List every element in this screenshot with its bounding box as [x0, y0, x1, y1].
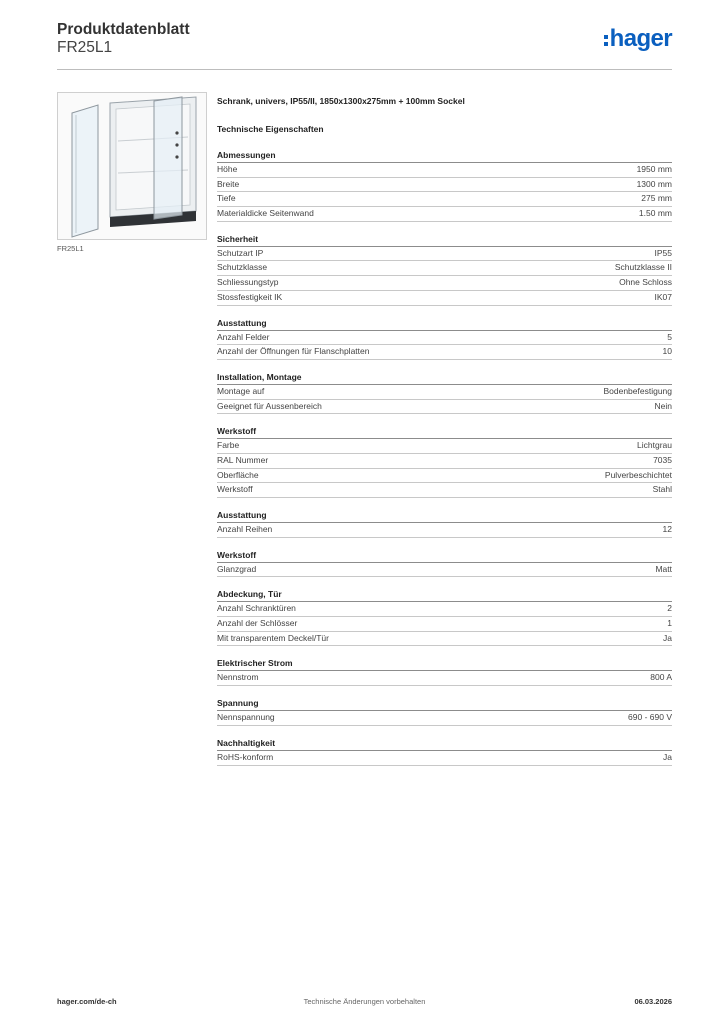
product-details	[217, 96, 672, 766]
spec-label: Anzahl der Öffnungen für Flanschplatten	[217, 346, 370, 357]
spec-value: 1	[667, 618, 672, 629]
spec-value: 800 A	[650, 672, 672, 683]
spec-section	[217, 150, 672, 234]
section-title: Installation, Montage	[217, 372, 672, 385]
spec-row	[217, 439, 672, 454]
product-image	[57, 92, 207, 240]
spec-label: Schutzart IP	[217, 247, 264, 258]
spec-row	[217, 247, 672, 262]
spec-section	[217, 589, 672, 658]
spec-row	[217, 632, 672, 647]
footer-disclaimer: Technische Änderungen vorbehalten	[303, 997, 426, 1006]
spec-label: RoHS-konform	[217, 751, 274, 762]
spec-row	[217, 617, 672, 632]
spec-value: IP55	[654, 247, 672, 258]
spec-label: Tiefe	[217, 193, 236, 204]
spec-label: Stossfestigkeit IK	[217, 291, 283, 302]
spec-label: Schutzklasse	[217, 262, 268, 273]
spec-row	[217, 602, 672, 617]
spec-label: Schliessungstyp	[217, 277, 279, 288]
spec-row	[217, 483, 672, 498]
spec-row	[217, 400, 672, 415]
section-title: Spannung	[217, 698, 672, 711]
spec-section	[217, 738, 672, 766]
spec-section	[217, 658, 672, 698]
spec-label: Höhe	[217, 164, 238, 174]
spec-row	[217, 291, 672, 306]
spec-row	[217, 385, 672, 400]
spec-value: 1.50 mm	[638, 208, 672, 219]
spec-row	[217, 178, 672, 193]
spec-label: Oberfläche	[217, 469, 259, 480]
spec-value: 2	[667, 603, 672, 614]
cabinet-illustration	[58, 93, 206, 239]
logo-text: hager	[609, 25, 672, 52]
section-title: Ausstattung	[217, 318, 672, 331]
page-footer	[57, 997, 672, 1009]
spec-row	[217, 276, 672, 291]
section-title: Abdeckung, Tür	[217, 589, 672, 602]
spec-value: IK07	[654, 291, 672, 302]
spec-label: Anzahl Reihen	[217, 524, 273, 534]
spec-section	[217, 550, 672, 590]
section-title: Elektrischer Strom	[217, 658, 672, 671]
spec-row	[217, 345, 672, 360]
footer-date: 06.03.2026	[634, 997, 672, 1006]
spec-row	[217, 331, 672, 346]
section-title: Nachhaltigkeit	[217, 738, 672, 751]
spec-value: 690 - 690 V	[628, 712, 672, 723]
spec-value: Stahl	[652, 484, 672, 495]
section-title: Ausstattung	[217, 510, 672, 523]
spec-value: Nein	[654, 400, 672, 411]
spec-label: RAL Nummer	[217, 454, 269, 465]
spec-value: Ja	[663, 751, 672, 762]
spec-value: 1950 mm	[636, 164, 672, 174]
spec-value: Matt	[655, 563, 672, 574]
spec-label: Glanzgrad	[217, 563, 257, 574]
spec-sections	[217, 150, 672, 766]
spec-value: 12	[662, 524, 672, 534]
section-title: Sicherheit	[217, 234, 672, 247]
spec-label: Breite	[217, 178, 240, 189]
spec-section	[217, 426, 672, 510]
image-caption: FR25L1	[57, 244, 84, 253]
spec-value: 275 mm	[641, 193, 672, 204]
spec-row	[217, 523, 672, 538]
spec-section	[217, 698, 672, 738]
spec-value: Lichtgrau	[637, 440, 672, 451]
spec-value: 10	[662, 346, 672, 357]
page-header	[57, 21, 672, 70]
spec-value: 7035	[653, 454, 672, 465]
section-title: Werkstoff	[217, 550, 672, 563]
spec-value: Ja	[663, 632, 672, 643]
spec-section	[217, 510, 672, 550]
spec-row	[217, 454, 672, 469]
spec-label: Anzahl Felder	[217, 331, 270, 342]
spec-value: Pulverbeschichtet	[604, 469, 672, 480]
spec-label: Nennspannung	[217, 712, 275, 723]
spec-row	[217, 261, 672, 276]
spec-label: Nennstrom	[217, 672, 259, 683]
spec-row	[217, 192, 672, 207]
spec-row	[217, 469, 672, 484]
spec-value: 1300 mm	[636, 178, 672, 189]
spec-value: 5	[667, 331, 672, 342]
section-title: Abmessungen	[217, 150, 672, 163]
spec-section	[217, 234, 672, 318]
spec-row	[217, 711, 672, 726]
spec-value: Ohne Schloss	[619, 277, 672, 288]
technical-properties-title: Technische Eigenschaften	[217, 124, 324, 134]
hager-logo	[604, 27, 672, 51]
spec-label: Anzahl der Schlösser	[217, 618, 298, 629]
spec-row	[217, 207, 672, 222]
spec-value: Schutzklasse II	[614, 262, 672, 273]
product-code: FR25L1	[57, 39, 113, 56]
spec-row	[217, 671, 672, 686]
spec-section	[217, 372, 672, 426]
spec-label: Montage auf	[217, 385, 265, 396]
spec-row	[217, 563, 672, 578]
document-title: Produktdatenblatt	[57, 21, 190, 38]
footer-website: hager.com/de-ch	[57, 997, 117, 1006]
section-title: Werkstoff	[217, 426, 672, 439]
spec-value: Bodenbefestigung	[603, 385, 672, 396]
product-description: Schrank, univers, IP55/II, 1850x1300x275mm + 100mm Sockel	[217, 96, 465, 106]
spec-label: Farbe	[217, 440, 240, 451]
spec-label: Anzahl Schranktüren	[217, 603, 296, 614]
spec-section	[217, 318, 672, 372]
spec-label: Materialdicke Seitenwand	[217, 208, 314, 219]
spec-label: Mit transparentem Deckel/Tür	[217, 632, 329, 643]
spec-label: Werkstoff	[217, 484, 253, 495]
logo-dots-icon	[604, 35, 608, 46]
spec-label: Geeignet für Aussenbereich	[217, 400, 322, 411]
spec-row	[217, 751, 672, 766]
spec-row	[217, 163, 672, 178]
